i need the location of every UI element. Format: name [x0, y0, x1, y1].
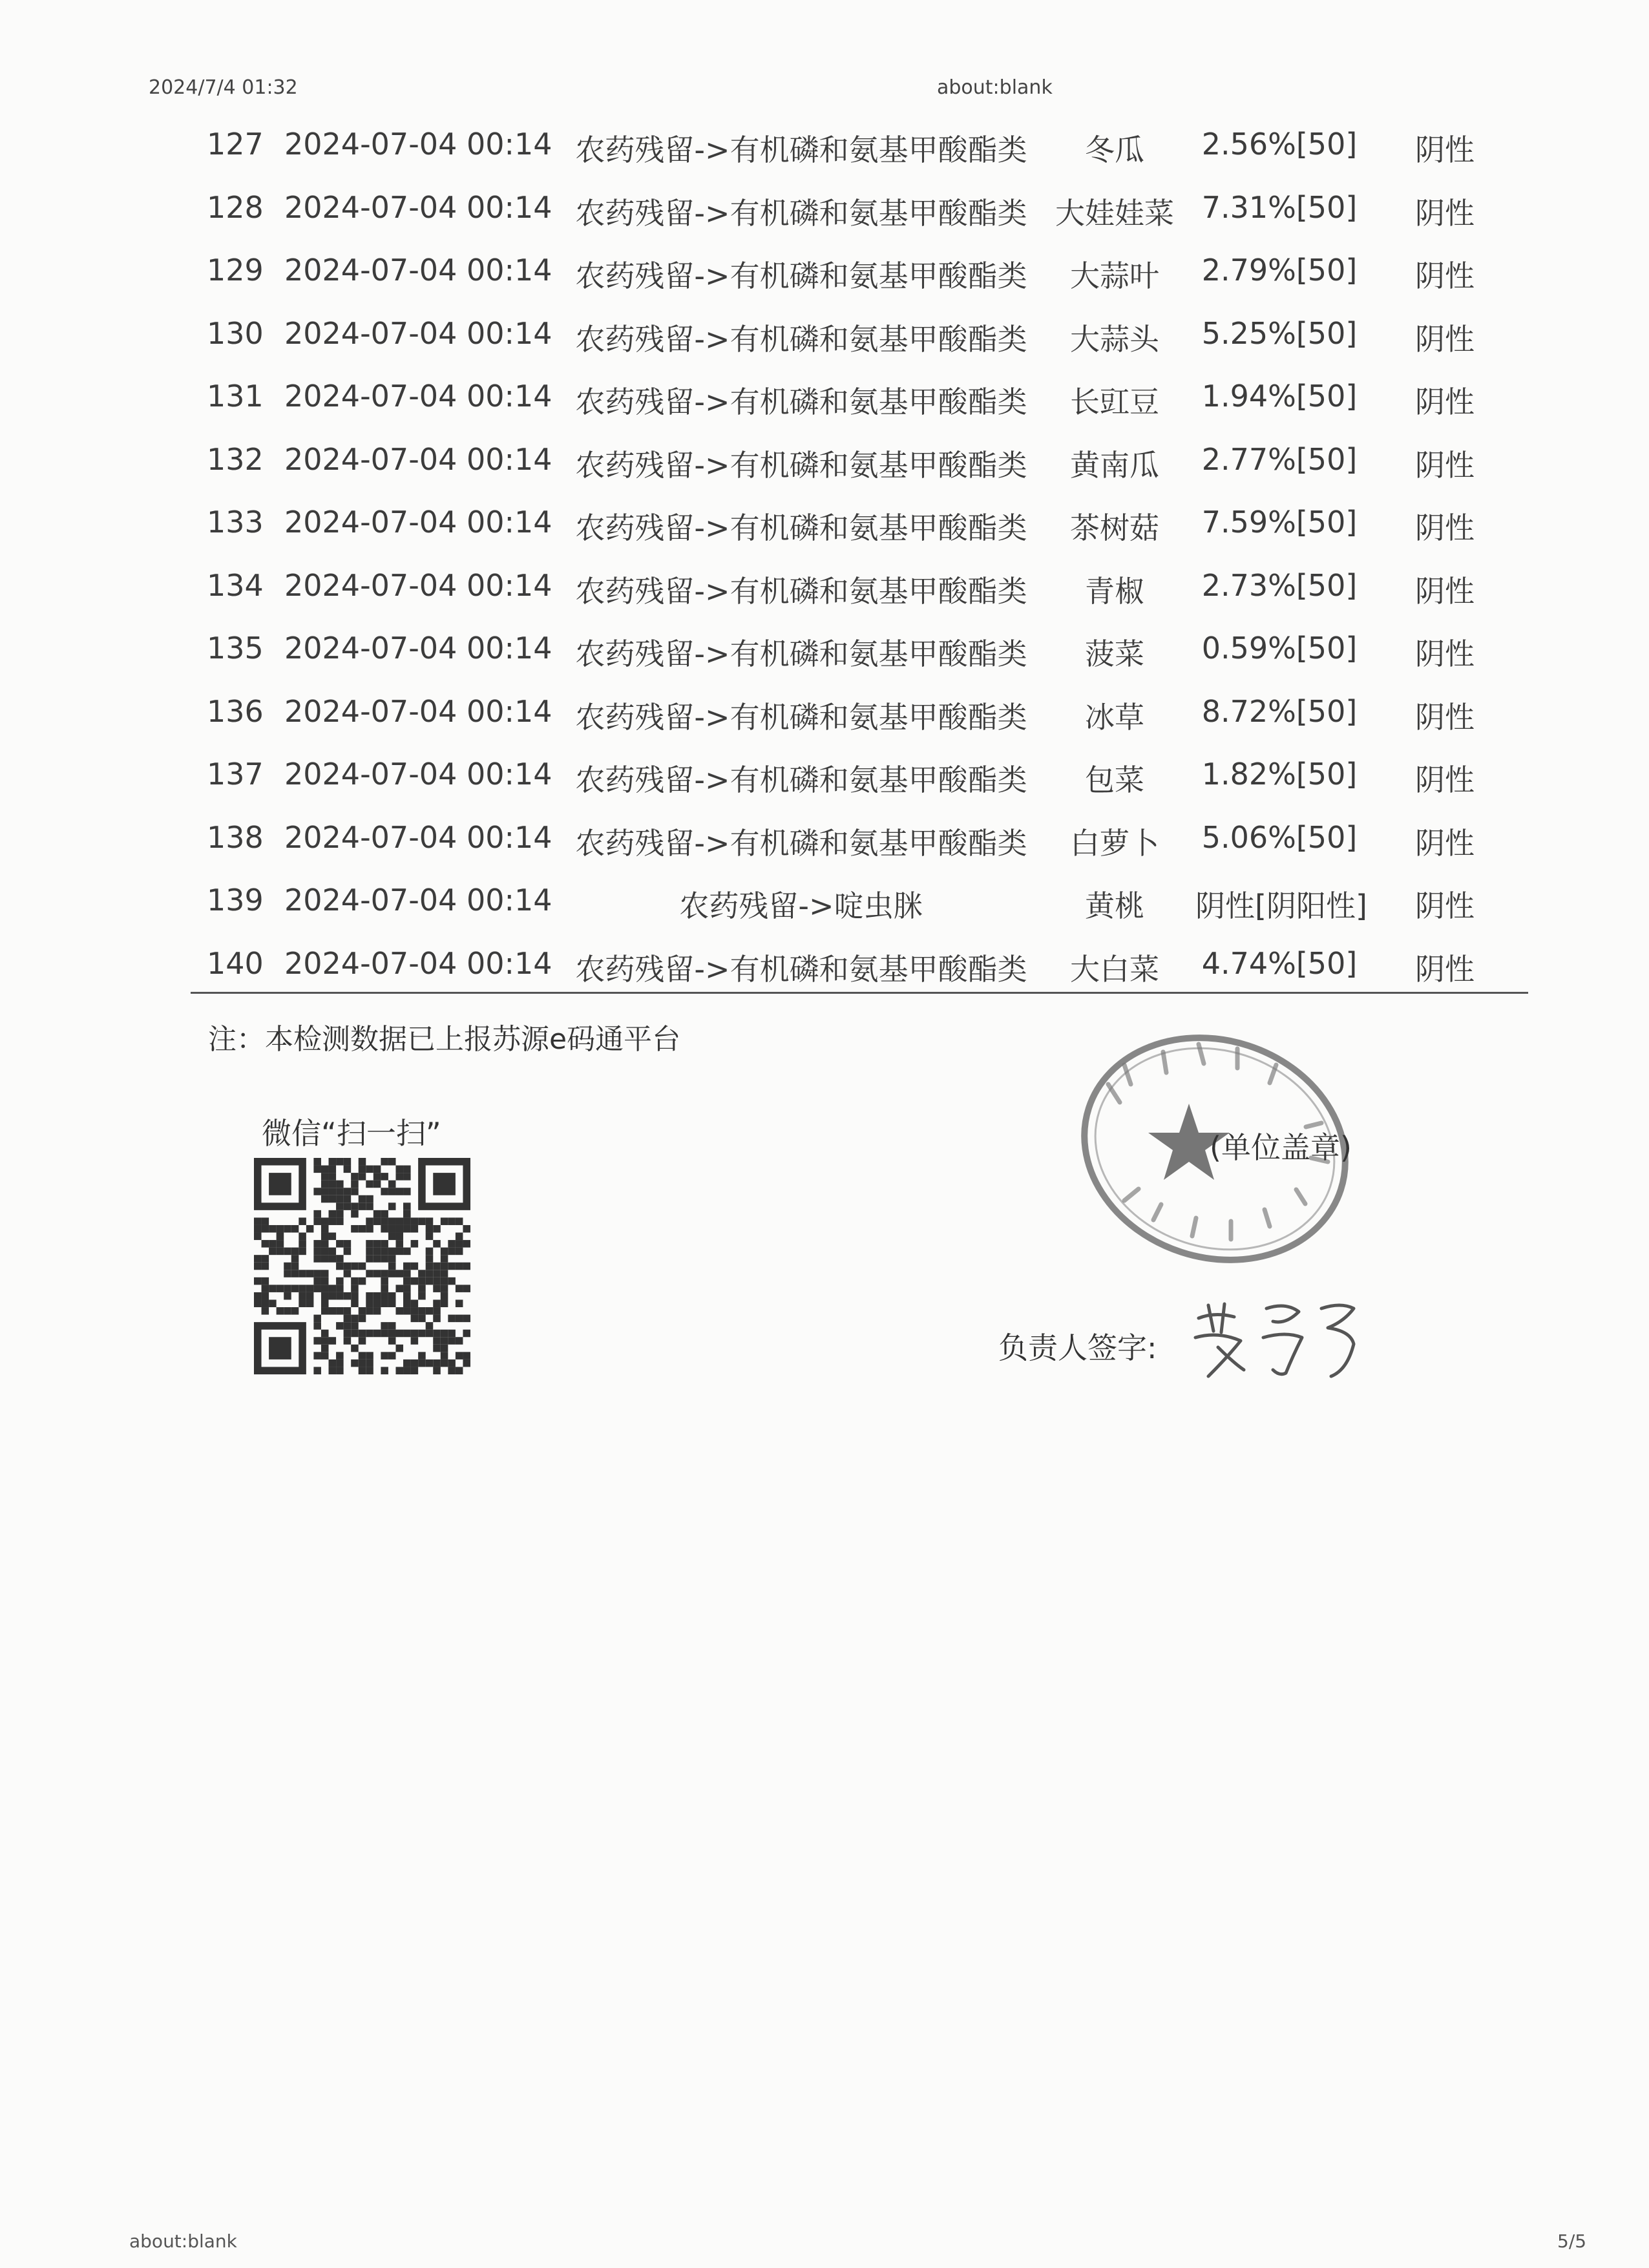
row-sample: 茶树菇 — [1070, 510, 1159, 545]
row-number: 129 — [207, 253, 264, 288]
row-number: 140 — [207, 945, 264, 981]
table-row — [187, 303, 1512, 366]
row-number: 131 — [207, 379, 264, 414]
row-sample: 菠菜 — [1085, 636, 1144, 671]
row-time: 2024-07-04 00:14 — [284, 253, 552, 288]
row-result: 阴性 — [1415, 132, 1475, 167]
row-number: 132 — [207, 441, 264, 477]
row-sample: 黄桃 — [1085, 888, 1144, 923]
print-url: about:blank — [937, 76, 1053, 99]
row-number: 130 — [207, 315, 264, 351]
row-test-item: 农药残留->有机磷和氨基甲酸酯类 — [575, 384, 1027, 419]
row-sample: 大娃娃菜 — [1055, 195, 1174, 231]
row-test-item: 农药残留->有机磷和氨基甲酸酯类 — [575, 447, 1027, 483]
row-result: 阴性 — [1415, 762, 1475, 797]
row-time: 2024-07-04 00:14 — [284, 819, 552, 855]
row-test-item: 农药残留->有机磷和氨基甲酸酯类 — [575, 699, 1027, 735]
row-time: 2024-07-04 00:14 — [284, 189, 552, 225]
row-number: 138 — [207, 819, 264, 855]
footer-url: about:blank — [129, 2231, 237, 2252]
row-time: 2024-07-04 00:14 — [284, 315, 552, 351]
row-time: 2024-07-04 00:14 — [284, 945, 552, 981]
table-row — [187, 933, 1512, 996]
row-value: 2.79%[50] — [1201, 253, 1358, 288]
row-time: 2024-07-04 00:14 — [284, 757, 552, 792]
row-value: 5.06%[50] — [1201, 819, 1358, 855]
row-test-item: 农药残留->有机磷和氨基甲酸酯类 — [575, 762, 1027, 797]
row-result: 阴性 — [1415, 573, 1475, 609]
row-sample: 黄南瓜 — [1070, 447, 1159, 483]
row-sample: 青椒 — [1085, 573, 1144, 609]
row-test-item: 农药残留->有机磷和氨基甲酸酯类 — [575, 573, 1027, 609]
row-result: 阴性 — [1415, 888, 1475, 923]
row-value: 2.73%[50] — [1201, 567, 1358, 603]
row-time: 2024-07-04 00:14 — [284, 631, 552, 666]
handwritten-signature — [1189, 1292, 1370, 1389]
row-test-item: 农药残留->啶虫脒 — [679, 888, 923, 923]
row-time: 2024-07-04 00:14 — [284, 505, 552, 540]
row-value: 2.56%[50] — [1201, 127, 1358, 162]
row-test-item: 农药残留->有机磷和氨基甲酸酯类 — [575, 321, 1027, 357]
row-value: 0.59%[50] — [1201, 631, 1358, 666]
row-value: 4.74%[50] — [1201, 945, 1358, 981]
row-result: 阴性 — [1415, 258, 1475, 293]
row-time: 2024-07-04 00:14 — [284, 693, 552, 729]
table-row — [187, 807, 1512, 870]
row-result: 阴性 — [1415, 447, 1475, 483]
row-value: 1.94%[50] — [1201, 379, 1358, 414]
row-sample: 白萝卜 — [1070, 825, 1159, 861]
row-time: 2024-07-04 00:14 — [284, 127, 552, 162]
row-test-item: 农药残留->有机磷和氨基甲酸酯类 — [575, 510, 1027, 545]
row-value: 7.31%[50] — [1201, 189, 1358, 225]
row-result: 阴性 — [1415, 321, 1475, 357]
row-value: 1.82%[50] — [1201, 757, 1358, 792]
row-result: 阴性 — [1415, 195, 1475, 231]
row-sample: 冰草 — [1085, 699, 1144, 735]
table-row — [187, 429, 1512, 492]
row-sample: 大蒜头 — [1070, 321, 1159, 357]
print-datetime: 2024/7/4 01:32 — [149, 76, 298, 99]
table-row — [187, 240, 1512, 303]
row-result: 阴性 — [1415, 510, 1475, 545]
row-number: 136 — [207, 693, 264, 729]
table-row — [187, 366, 1512, 429]
row-result: 阴性 — [1415, 951, 1475, 987]
row-sample: 冬瓜 — [1085, 132, 1144, 167]
table-row — [187, 618, 1512, 681]
row-time: 2024-07-04 00:14 — [284, 441, 552, 477]
row-result: 阴性 — [1415, 636, 1475, 671]
row-number: 137 — [207, 757, 264, 792]
table-row — [187, 870, 1512, 933]
row-time: 2024-07-04 00:14 — [284, 567, 552, 603]
row-test-item: 农药残留->有机磷和氨基甲酸酯类 — [575, 258, 1027, 293]
seal-label: (单位盖章) — [1210, 1130, 1352, 1165]
page-number: 5/5 — [1557, 2231, 1587, 2252]
qr-code — [254, 1158, 470, 1374]
row-sample: 大白菜 — [1070, 951, 1159, 987]
row-test-item: 农药残留->有机磷和氨基甲酸酯类 — [575, 195, 1027, 231]
table-row — [187, 114, 1512, 177]
row-result: 阴性 — [1415, 825, 1475, 861]
wechat-scan-label: 微信“扫一扫” — [262, 1116, 441, 1151]
row-value: 8.72%[50] — [1201, 693, 1358, 729]
signer-label: 负责人签字: — [998, 1330, 1157, 1365]
row-number: 139 — [207, 883, 264, 918]
row-sample: 包菜 — [1085, 762, 1144, 797]
row-value: 5.25%[50] — [1201, 315, 1358, 351]
row-number: 128 — [207, 189, 264, 225]
table-row — [187, 177, 1512, 240]
row-number: 135 — [207, 631, 264, 666]
row-result: 阴性 — [1415, 699, 1475, 735]
row-test-item: 农药残留->有机磷和氨基甲酸酯类 — [575, 825, 1027, 861]
table-row — [187, 681, 1512, 744]
row-number: 133 — [207, 505, 264, 540]
row-test-item: 农药残留->有机磷和氨基甲酸酯类 — [575, 636, 1027, 671]
results-table — [187, 114, 1512, 996]
table-row — [187, 492, 1512, 555]
row-time: 2024-07-04 00:14 — [284, 379, 552, 414]
table-bottom-rule — [191, 992, 1528, 994]
row-number: 134 — [207, 567, 264, 603]
row-result: 阴性 — [1415, 384, 1475, 419]
row-number: 127 — [207, 127, 264, 162]
row-test-item: 农药残留->有机磷和氨基甲酸酯类 — [575, 951, 1027, 987]
report-note: 注：本检测数据已上报苏源e码通平台 — [208, 1023, 681, 1056]
row-test-item: 农药残留->有机磷和氨基甲酸酯类 — [575, 132, 1027, 167]
table-row — [187, 555, 1512, 618]
row-value: 阴性[阴阳性] — [1195, 888, 1367, 923]
row-sample: 长豇豆 — [1070, 384, 1159, 419]
table-row — [187, 744, 1512, 807]
row-sample: 大蒜叶 — [1070, 258, 1159, 293]
row-value: 7.59%[50] — [1201, 505, 1358, 540]
row-time: 2024-07-04 00:14 — [284, 883, 552, 918]
row-value: 2.77%[50] — [1201, 441, 1358, 477]
